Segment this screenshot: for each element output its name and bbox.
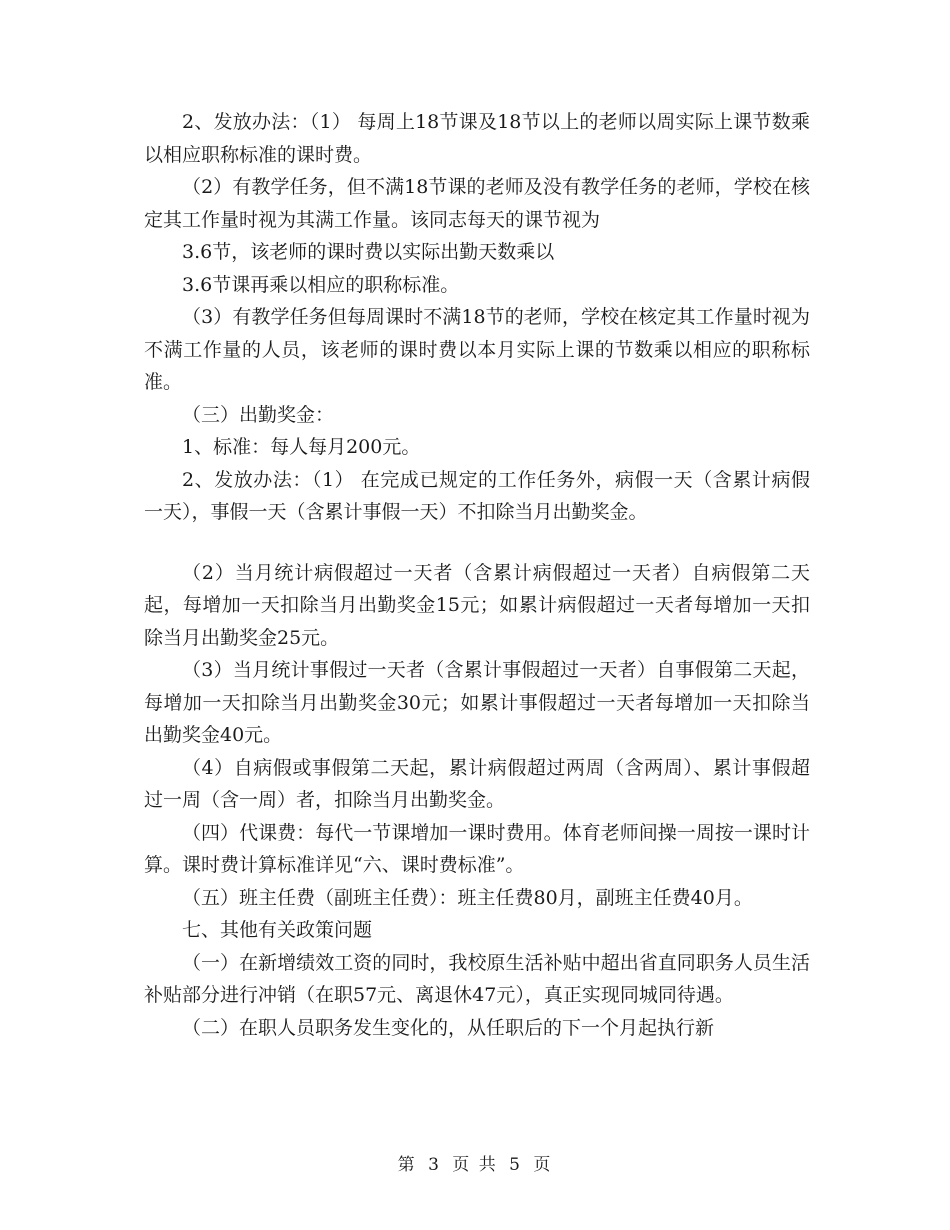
paragraph-not-full-workload: （3）有教学任务但每周课时不满18节的老师，学校在核定其工作量时视为不满工作量的人员，该老师的课时费以本月实际上课的节数乘以相应的职称标准。 — [144, 306, 810, 393]
section-heading-attendance-bonus: （三）出勤奖金： — [182, 403, 335, 426]
paragraph-under-18-lessons: （2）有教学任务，但不满18节课的老师及没有教学任务的老师，学校在核定其工作量时视为其满工作量。该同志每天的课节视为 — [144, 176, 810, 231]
paragraph-3-6-lessons-b: 3.6节课再乘以相应的职称标准。 — [182, 273, 460, 296]
page-footer — [0, 1150, 950, 1175]
footer-total-pages: 5 — [509, 1155, 522, 1175]
paragraph-bonus-standard: 1、标准：每人每月200元。 — [182, 436, 421, 458]
section-heading-other-policies: 七、其他有关政策问题 — [182, 919, 373, 941]
paragraph-payment-method-1: 2、发放办法：（1） 每周上18节课及18节以上的老师以周实际上课节数乘以相应职称标准的课时费。 — [144, 111, 810, 166]
footer-current-page: 3 — [428, 1155, 441, 1175]
paragraph-sick-leave-deduction: （2）当月统计病假超过一天者（含累计病假超过一天者）自病假第二天起，每增加一天扣除当月出勤奖金15元；如累计病假超过一天者每增加一天扣除当月出勤奖金25元。 — [144, 561, 810, 649]
footer-suffix: 页 — [533, 1155, 553, 1175]
paragraph-3-6-lessons-a: 3.6节，该老师的课时费以实际出勤天数乘以 — [182, 241, 555, 263]
paragraph-bonus-payment-method: 2、发放办法：（1） 在完成已规定的工作任务外，病假一天（含累计病假一天），事假一天（含累计事假一天）不扣除当月出勤奖金。 — [144, 468, 810, 523]
footer-middle: 页 共 — [452, 1155, 498, 1175]
paragraph-personal-leave-deduction: （3）当月统计事假过一天者（含累计事假超过一天者）自事假第二天起，每增加一天扣除当月出勤奖金30元；如累计事假超过一天者每增加一天扣除当出勤奖金40元。 — [144, 659, 810, 746]
paragraph-bonus-forfeit: （4）自病假或事假第二天起，累计病假超过两周（含两周）、累计事假超过一周（含一周）者，扣除当月出勤奖金。 — [144, 756, 810, 811]
paragraph-head-teacher-fee: （五）班主任费（副班主任费）：班主任费80月，副班主任费40月。 — [182, 886, 753, 909]
paragraph-substitute-fee: （四）代课费：每代一节课增加一课时费用。体育老师间操一周按一课时计算。课时费计算标准详见“六、课时费标准”。 — [144, 821, 810, 876]
paragraph-living-allowance: （一）在新增绩效工资的同时，我校原生活补贴中超出省直同职务人员生活补贴部分进行冲销（在职57元、离退休47元），真正实现同城同待遇。 — [144, 951, 810, 1006]
document-body — [144, 106, 810, 1044]
footer-prefix: 第 — [397, 1155, 417, 1175]
paragraph-position-change: （二）在职人员职务发生变化的，从任职后的下一个月起执行新 — [182, 1016, 715, 1039]
